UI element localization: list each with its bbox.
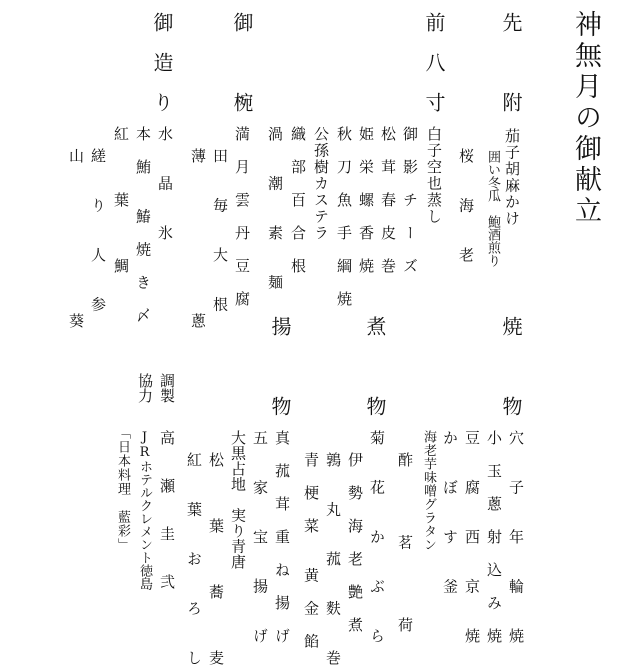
menu-item: 紅 葉 お ろ し <box>185 452 203 667</box>
menu-item: 満 月 雲 丹 豆 腐 <box>233 126 251 308</box>
cooperation-restaurant: 「日本料理 藍彩」 <box>115 426 130 552</box>
menu-item: 茄子胡麻かけ <box>503 128 521 227</box>
menu-item: 秋 刀 魚 手 綱 焼 <box>335 126 353 308</box>
preparer-name: 高 瀬 圭 弐 <box>158 430 176 598</box>
menu-item: 水 晶 氷 <box>156 126 174 242</box>
menu-item: 五 家 宝 揚 げ <box>251 430 269 645</box>
menu-item: 織 部 百 合 根 <box>289 126 307 275</box>
menu-item: 鶉 丸 菰 麩 巻 <box>324 452 342 667</box>
menu-item: か ぼ す 釜 <box>441 430 459 595</box>
course-heading-agemono: 揚 物 <box>268 316 292 416</box>
menu-item: 姫 栄 螺 香 焼 <box>357 126 375 275</box>
cooperation-label: 協力 <box>136 373 154 403</box>
menu-item: 薄 蔥 <box>189 148 207 330</box>
course-heading-otsukuri: 御 造 り <box>150 12 174 112</box>
menu-item: 囲い冬瓜 鮑酒煎り <box>485 150 500 267</box>
menu-item: 渦 潮 素 麺 <box>266 126 284 291</box>
menu-item: 真 菰 茸 重 ね 揚 げ <box>273 430 291 645</box>
course-heading-nimono: 煮 物 <box>363 316 387 416</box>
menu-item: 青 梗 菜 黄 金 餡 <box>302 452 320 650</box>
menu-item: 小 玉 蔥 射 込 み 焼 <box>485 430 503 645</box>
menu-item: 海老芋味噌グラタン <box>421 430 436 552</box>
menu-item: 御 影 チ ー ズ <box>401 126 419 275</box>
menu-item: 縒 り 人 参 <box>89 148 107 313</box>
course-heading-hassun: 前 八 寸 <box>422 12 446 112</box>
menu-item: 紅 葉 鯛 <box>112 126 130 275</box>
cooperation-hotel: JRホテルクレメント徳島 <box>137 430 152 590</box>
menu-item: 松 茸 春 皮 巻 <box>379 126 397 275</box>
menu-item: 松 葉 蕎 麦 <box>207 452 225 667</box>
menu-item: 豆 腐 西 京 焼 <box>463 430 481 645</box>
menu-item: 伊 勢 海 老 艶 煮 <box>346 452 364 634</box>
menu-item: 大黒占地 実り青唐 <box>229 430 247 570</box>
menu-item: 穴 子 年 輪 焼 <box>507 430 525 645</box>
course-heading-owan: 御 椀 <box>230 12 254 112</box>
menu-item: 山 葵 <box>67 148 85 330</box>
menu-item: 桜 海 老 <box>457 148 475 264</box>
menu-item: 田 毎 大 根 <box>211 148 229 313</box>
menu-item: 本 鮪 鰆 焼 き 〆 <box>134 126 152 324</box>
course-heading-sakizuke: 先 附 <box>499 12 523 112</box>
menu-item: 白子空也蒸し <box>425 126 443 225</box>
menu-item: 公孫樹カステラ <box>312 126 330 242</box>
page-title: 神無月の御献立 <box>570 10 601 227</box>
menu-item: 菊 花 か ぶ ら <box>368 430 386 645</box>
course-heading-yakimono: 焼 物 <box>499 316 523 416</box>
preparer-label: 調製 <box>158 373 176 403</box>
menu-item: 酢 茗 荷 <box>396 452 414 634</box>
